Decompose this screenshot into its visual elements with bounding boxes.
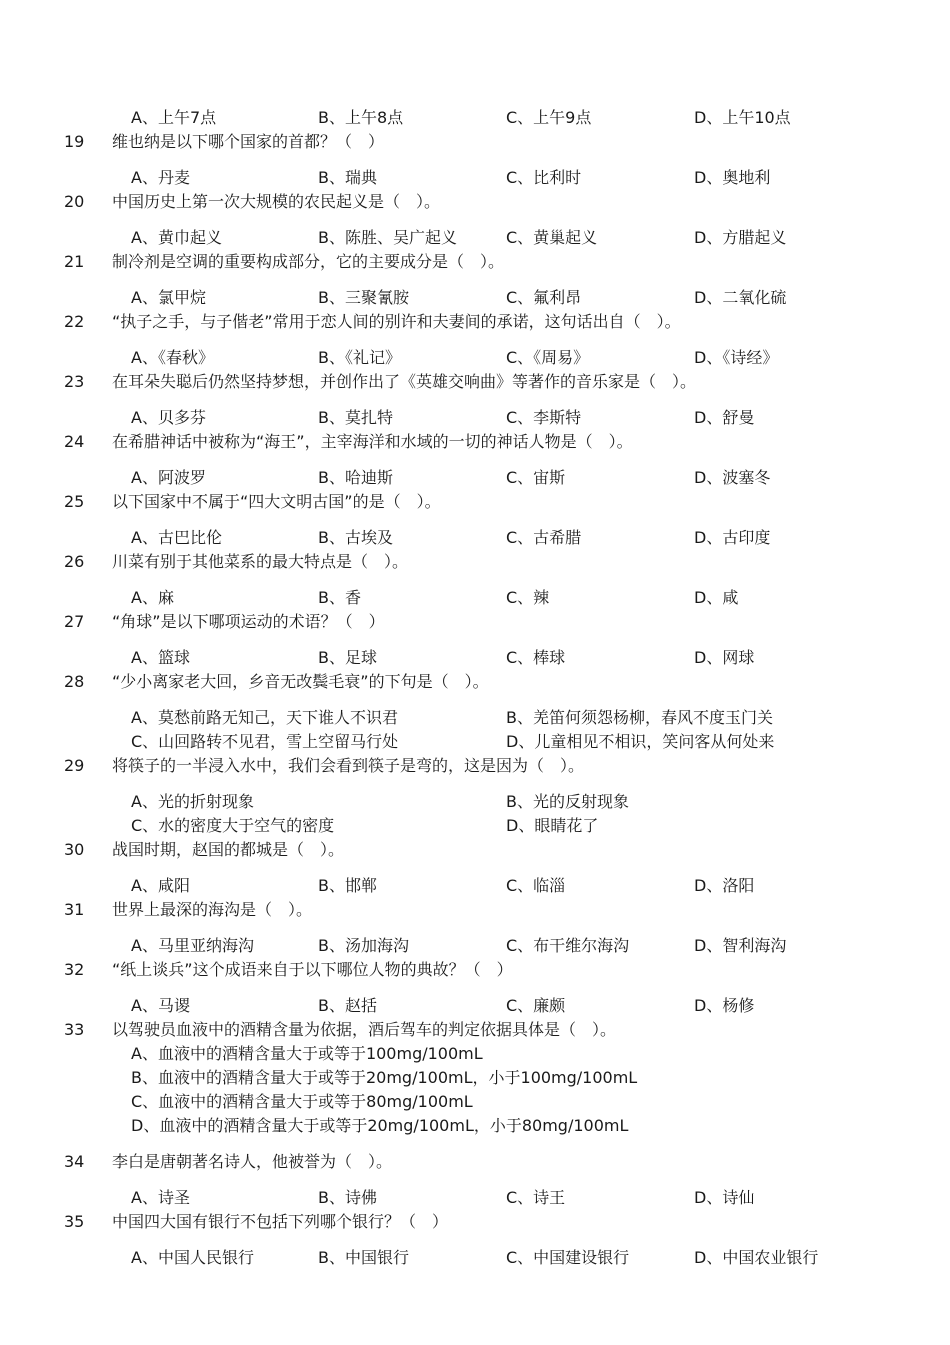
question-text: 将筷子的一半浸入水中，我们会看到筷子是弯的，这是因为（ ）。 — [112, 756, 585, 775]
option-b: B、古埃及 — [318, 528, 393, 547]
question-19 — [0, 131, 950, 153]
question-text: 以驾驶员血液中的酒精含量为依据，酒后驾车的判定依据具体是（ ）。 — [112, 1020, 617, 1039]
option-d: D、古印度 — [694, 528, 771, 547]
option-d: D、智利海沟 — [694, 936, 787, 955]
question-text: 世界上最深的海沟是（ ）。 — [112, 900, 313, 919]
option-a: A、上午7点 — [131, 108, 217, 127]
question-number: 33 — [64, 1020, 85, 1039]
question-number: 30 — [64, 840, 85, 859]
question-number: 23 — [64, 372, 85, 391]
option-a: A、诗圣 — [131, 1188, 190, 1207]
question-20 — [0, 191, 950, 213]
option-c: C、水的密度大于空气的密度 — [131, 816, 335, 835]
question-25 — [0, 491, 950, 513]
question-32 — [0, 959, 950, 981]
option-d: D、上午10点 — [694, 108, 791, 127]
option-b: B、汤加海沟 — [318, 936, 409, 955]
question-number: 34 — [64, 1152, 85, 1171]
option-c: C、中国建设银行 — [506, 1248, 630, 1267]
option-b: B、上午8点 — [318, 108, 404, 127]
question-30 — [0, 839, 950, 861]
question-number: 25 — [64, 492, 85, 511]
option-b: B、中国银行 — [318, 1248, 409, 1267]
question-text: 中国四大国有银行不包括下列哪个银行？（ ） — [112, 1212, 449, 1231]
option-a: A、中国人民银行 — [131, 1248, 254, 1267]
option-a: A、咸阳 — [131, 876, 190, 895]
question-27 — [0, 611, 950, 633]
question-number: 29 — [64, 756, 85, 775]
option-b: B、羌笛何须怨杨柳，春风不度玉门关 — [506, 708, 773, 727]
option-row — [0, 995, 950, 1017]
option-a: A、阿波罗 — [131, 468, 206, 487]
option-a: A、《春秋》 — [131, 348, 214, 367]
option-b: B、三聚氰胺 — [318, 288, 409, 307]
option-c: C、黄巢起义 — [506, 228, 598, 247]
option-b: B、诗佛 — [318, 1188, 377, 1207]
question-28 — [0, 671, 950, 693]
option-b: B、陈胜、吴广起义 — [318, 228, 457, 247]
question-text: 战国时期，赵国的都城是（ ）。 — [112, 840, 345, 859]
option-row — [0, 587, 950, 609]
option-c: C、宙斯 — [506, 468, 566, 487]
question-35 — [0, 1211, 950, 1233]
option-row — [0, 1187, 950, 1209]
option-c: C、上午9点 — [506, 108, 592, 127]
question-text: 在希腊神话中被称为“海王”，主宰海洋和水域的一切的神话人物是（ ）。 — [112, 432, 633, 451]
option-row — [0, 167, 950, 189]
option-c: C、《周易》 — [506, 348, 590, 367]
question-21 — [0, 251, 950, 273]
option-b: B、赵括 — [318, 996, 377, 1015]
option-c: C、山回路转不见君，雪上空留马行处 — [131, 732, 399, 751]
option-b: B、血液中的酒精含量大于或等于20mg/100mL，小于100mg/100mL — [131, 1068, 638, 1087]
option-c: C、血液中的酒精含量大于或等于80mg/100mL — [131, 1092, 473, 1111]
question-text: “少小离家老大回，乡音无改鬓毛衰”的下句是（ ）。 — [112, 672, 489, 691]
question-text: 以下国家中不属于“四大文明古国”的是（ ）。 — [112, 492, 441, 511]
option-row — [0, 875, 950, 897]
option-d: D、方腊起义 — [694, 228, 787, 247]
option-a: A、光的折射现象 — [131, 792, 254, 811]
option-d: D、中国农业银行 — [694, 1248, 819, 1267]
option-b: B、《礼记》 — [318, 348, 401, 367]
question-number: 24 — [64, 432, 85, 451]
option-d: D、《诗经》 — [694, 348, 779, 367]
option-d: D、儿童相见不相识，笑问客从何处来 — [506, 732, 775, 751]
option-d: D、杨修 — [694, 996, 755, 1015]
option-a: A、莫愁前路无知己，天下谁人不识君 — [131, 708, 398, 727]
option-d: D、奥地利 — [694, 168, 771, 187]
question-number: 31 — [64, 900, 85, 919]
question-number: 32 — [64, 960, 85, 979]
option-row — [0, 527, 950, 549]
option-d: D、洛阳 — [694, 876, 755, 895]
option-b: B、光的反射现象 — [506, 792, 629, 811]
option-d: D、网球 — [694, 648, 755, 667]
option-row — [0, 287, 950, 309]
option-a: A、黄巾起义 — [131, 228, 222, 247]
option-row — [0, 467, 950, 489]
question-text: “角球”是以下哪项运动的术语？（ ） — [112, 612, 385, 631]
option-a: A、古巴比伦 — [131, 528, 222, 547]
option-row — [0, 1247, 950, 1269]
option-c: C、辣 — [506, 588, 550, 607]
question-text: 制冷剂是空调的重要构成部分，它的主要成分是（ ）。 — [112, 252, 505, 271]
option-b: B、瑞典 — [318, 168, 377, 187]
question-33 — [0, 1019, 950, 1041]
option-d: D、眼睛花了 — [506, 816, 599, 835]
option-c: C、诗王 — [506, 1188, 566, 1207]
option-a: A、氯甲烷 — [131, 288, 206, 307]
question-number: 22 — [64, 312, 85, 331]
question-text: “执子之手，与子偕老”常用于恋人间的别许和夫妻间的承诺，这句话出自（ ）。 — [112, 312, 681, 331]
option-d: D、波塞冬 — [694, 468, 771, 487]
question-number: 27 — [64, 612, 85, 631]
question-number: 21 — [64, 252, 85, 271]
option-c: C、古希腊 — [506, 528, 582, 547]
option-row — [0, 935, 950, 957]
question-text: 中国历史上第一次大规模的农民起义是（ ）。 — [112, 192, 441, 211]
question-text: 维也纳是以下哪个国家的首都？（ ） — [112, 132, 385, 151]
option-c: C、棒球 — [506, 648, 566, 667]
lead-option-row — [0, 107, 950, 129]
option-row — [0, 347, 950, 369]
option-b: B、邯郸 — [318, 876, 377, 895]
question-text: 李白是唐朝著名诗人，他被誉为（ ）。 — [112, 1152, 393, 1171]
option-b: B、香 — [318, 588, 361, 607]
question-number: 19 — [64, 132, 85, 151]
question-text: “纸上谈兵”这个成语来自于以下哪位人物的典故？（ ） — [112, 960, 513, 979]
option-c: C、氟利昂 — [506, 288, 582, 307]
option-c: C、临淄 — [506, 876, 566, 895]
option-d: D、二氧化硫 — [694, 288, 787, 307]
option-a: A、马里亚纳海沟 — [131, 936, 254, 955]
option-d: D、舒曼 — [694, 408, 755, 427]
option-a: A、马谡 — [131, 996, 190, 1015]
question-34 — [0, 1151, 950, 1173]
option-c: C、李斯特 — [506, 408, 582, 427]
question-26 — [0, 551, 950, 573]
question-text: 川菜有别于其他菜系的最大特点是（ ）。 — [112, 552, 409, 571]
option-a: A、丹麦 — [131, 168, 190, 187]
question-24 — [0, 431, 950, 453]
option-a: A、贝多芬 — [131, 408, 206, 427]
question-number: 28 — [64, 672, 85, 691]
option-a: A、麻 — [131, 588, 174, 607]
option-d: D、诗仙 — [694, 1188, 755, 1207]
option-d: D、血液中的酒精含量大于或等于20mg/100mL，小于80mg/100mL — [131, 1116, 629, 1135]
question-text: 在耳朵失聪后仍然坚持梦想，并创作出了《英雄交响曲》等著作的音乐家是（ ）。 — [112, 372, 697, 391]
question-number: 20 — [64, 192, 85, 211]
option-row — [0, 647, 950, 669]
option-row — [0, 407, 950, 429]
option-row — [0, 227, 950, 249]
question-31 — [0, 899, 950, 921]
question-number: 26 — [64, 552, 85, 571]
option-b: B、哈迪斯 — [318, 468, 393, 487]
option-b: B、莫扎特 — [318, 408, 393, 427]
question-22 — [0, 311, 950, 333]
option-b: B、足球 — [318, 648, 377, 667]
option-d: D、咸 — [694, 588, 739, 607]
question-23 — [0, 371, 950, 393]
option-c: C、布干维尔海沟 — [506, 936, 630, 955]
option-a: A、血液中的酒精含量大于或等于100mg/100mL — [131, 1044, 483, 1063]
option-c: C、廉颇 — [506, 996, 566, 1015]
option-c: C、比利时 — [506, 168, 582, 187]
question-29 — [0, 755, 950, 777]
option-a: A、篮球 — [131, 648, 190, 667]
question-number: 35 — [64, 1212, 85, 1231]
